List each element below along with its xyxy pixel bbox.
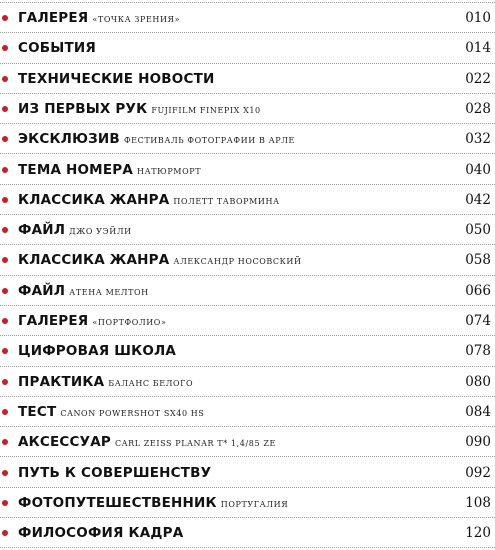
toc-entry[interactable]: [0, 33, 495, 63]
page-number: 050: [465, 222, 491, 239]
bullet-icon: [2, 45, 8, 51]
entry-subtitle: ПОРТУГАЛИЯ: [220, 499, 289, 509]
entry-subtitle: БАЛАНС БЕЛОГО: [108, 378, 194, 388]
bullet-icon: [2, 318, 8, 324]
entry-heading: [18, 306, 166, 336]
bullet-icon: [2, 439, 8, 445]
entry-title: ИЗ ПЕРВЫХ РУК: [18, 100, 148, 117]
bullet-icon: [2, 136, 8, 142]
bullet-icon: [2, 257, 8, 263]
entry-heading: [18, 3, 180, 33]
entry-title: ЭКСКЛЮЗИВ: [18, 131, 120, 148]
entry-title: КЛАССИКА ЖАНРА: [18, 252, 170, 269]
page-number: 080: [465, 373, 491, 390]
entry-heading: [18, 64, 219, 94]
bullet-icon: [2, 106, 8, 112]
page-number: 092: [465, 464, 491, 481]
page-number: 084: [465, 403, 491, 420]
toc-entry[interactable]: [0, 155, 495, 185]
bullet-icon: [2, 348, 8, 354]
bullet-icon: [2, 167, 8, 173]
toc-entry[interactable]: [0, 64, 495, 94]
toc-entry[interactable]: [0, 3, 495, 33]
entry-subtitle: ФЕСТИВАЛЬ ФОТОГРАФИИ В АРЛЕ: [123, 136, 295, 146]
entry-heading: [18, 94, 261, 124]
entry-heading: [18, 124, 295, 154]
entry-title: ФОТОПУТЕШЕСТВЕННИК: [18, 494, 217, 511]
entry-title: ГАЛЕРЕЯ: [18, 10, 89, 26]
entry-title: ПУТЬ К СОВЕРШЕНСТВУ: [18, 464, 212, 481]
entry-heading: [18, 518, 187, 548]
page-number: 014: [465, 40, 491, 57]
entry-title: ФИЛОСОФИЯ КАДРА: [18, 525, 184, 542]
page-number: 078: [465, 343, 491, 360]
entry-title: ФАЙЛ: [18, 282, 66, 299]
page-number: 022: [465, 70, 491, 87]
entry-subtitle: НАТЮРМОРТ: [137, 166, 202, 176]
toc-entry[interactable]: [0, 276, 495, 306]
entry-heading: [18, 458, 215, 488]
entry-subtitle: CARL ZEISS PLANAR T* 1,4/85 ZE: [114, 439, 276, 449]
entry-heading: [18, 367, 193, 397]
toc-entry[interactable]: [0, 397, 495, 427]
bullet-icon: [2, 76, 8, 82]
toc-entry[interactable]: [0, 245, 495, 275]
page-number: 032: [465, 131, 491, 148]
page-number: 108: [465, 494, 491, 511]
page-number: 066: [465, 282, 491, 299]
toc-entry[interactable]: [0, 185, 495, 215]
bullet-icon: [2, 379, 8, 385]
toc-entry[interactable]: [0, 215, 495, 245]
bullet-icon: [2, 197, 8, 203]
entry-heading: [18, 155, 201, 185]
toc-entry[interactable]: [0, 124, 495, 154]
entry-subtitle: АЛЕКСАНДР НОСОВСКИЙ: [173, 257, 302, 267]
bullet-icon: [2, 227, 8, 233]
entry-title: АКСЕССУАР: [18, 434, 111, 451]
entry-title: ФАЙЛ: [18, 222, 66, 239]
page-number: 058: [465, 252, 491, 269]
toc-entry[interactable]: [0, 427, 495, 457]
page-number: 120: [465, 525, 491, 542]
entry-heading: [18, 427, 276, 457]
bullet-icon: [2, 470, 8, 476]
entry-subtitle: АТЕНА МЕЛТОН: [69, 287, 149, 297]
entry-subtitle: «ТОЧКА ЗРЕНИЯ»: [92, 15, 181, 24]
page-number: 040: [465, 161, 491, 178]
entry-title: ТЕХНИЧЕСКИЕ НОВОСТИ: [18, 70, 215, 87]
toc-entry[interactable]: [0, 306, 495, 336]
toc-entry[interactable]: [0, 336, 495, 366]
entry-heading: [18, 488, 288, 518]
entry-heading: [18, 33, 100, 63]
entry-heading: [18, 276, 149, 306]
entry-subtitle: FUJIFILM FINEPIX X10: [151, 105, 261, 115]
toc-entry[interactable]: [0, 518, 495, 548]
entry-subtitle: ПОЛЕТТ ТАВОРМИНА: [173, 196, 280, 206]
entry-title: ТЕМА НОМЕРА: [18, 161, 133, 178]
page-number: 074: [465, 313, 491, 329]
toc-entry[interactable]: [0, 94, 495, 124]
entry-subtitle: ДЖО УЭЙЛИ: [69, 227, 132, 237]
page-number: 042: [465, 191, 491, 208]
entry-heading: [18, 185, 280, 215]
page-number: 090: [465, 434, 491, 451]
entry-heading: [18, 215, 132, 245]
entry-title: ЦИФРОВАЯ ШКОЛА: [18, 343, 177, 360]
toc-entry[interactable]: [0, 367, 495, 397]
entry-title: СОБЫТИЯ: [18, 40, 96, 57]
entry-title: ГАЛЕРЕЯ: [18, 313, 89, 329]
bullet-icon: [2, 288, 8, 294]
entry-heading: [18, 245, 302, 275]
entry-heading: [18, 397, 204, 427]
entry-title: КЛАССИКА ЖАНРА: [18, 191, 170, 208]
toc-entry[interactable]: [0, 488, 495, 518]
bullet-icon: [2, 530, 8, 536]
entry-heading: [18, 336, 180, 366]
bullet-icon: [2, 500, 8, 506]
toc-entry[interactable]: [0, 458, 495, 488]
entry-title: ТЕСТ: [18, 403, 57, 420]
entry-subtitle: «ПОРТФОЛИО»: [92, 318, 167, 327]
page-number: 028: [465, 100, 491, 117]
entry-subtitle: CANON POWERSHOT SX40 HS: [60, 408, 205, 418]
page-number: 010: [465, 10, 491, 26]
bullet-icon: [2, 409, 8, 415]
entry-title: ПРАКТИКА: [18, 373, 105, 390]
bullet-icon: [2, 15, 8, 21]
